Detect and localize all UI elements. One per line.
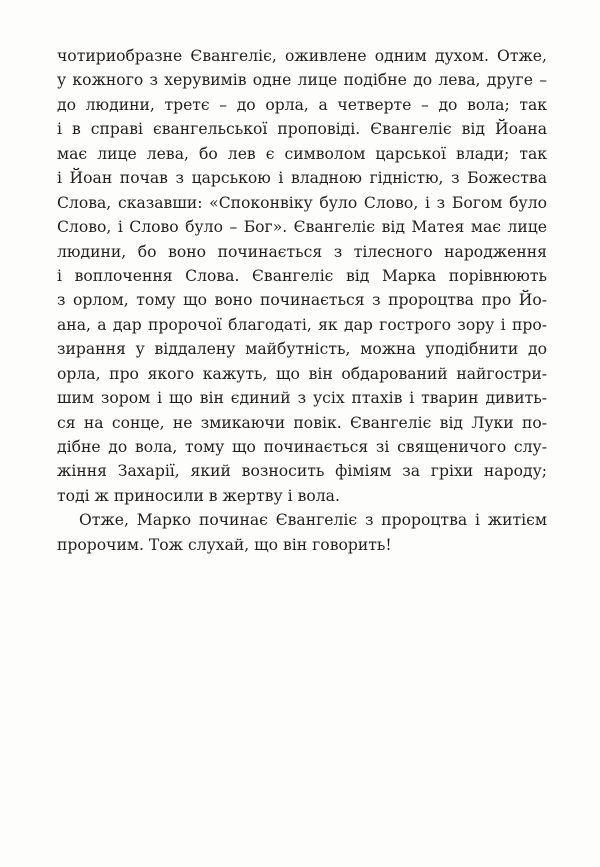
text-line: Слова, сказавши: «Споконвіку було Слово, і з Богом було (57, 193, 547, 212)
text-line: Отже, Марко починає Євангеліє з пророцтва і житієм (79, 511, 547, 530)
text-line: тоді ж приносили в жертву і вола. (57, 486, 340, 505)
text-line: з орлом, тому що воно починається з пророцтва про Йо- (57, 291, 547, 310)
text-line: зирання у віддалену майбутність, можна уподібнити до (57, 340, 547, 359)
text-line: і воплочення Слова. Євангеліє від Марка порівнюють (57, 266, 547, 285)
text-line: ана, а дар пророчої благодаті, як дар гострого зору і про- (57, 315, 547, 334)
text-line: жіння Захарії, який возносить фіміям за гріхи народу; (57, 462, 547, 481)
text-line: орла, про якого кажуть, що він обдарований найгостри- (57, 364, 547, 383)
text-line: людини, бо воно починається з тілесного народження (57, 242, 547, 261)
text-line: у кожного з херувимів одне лице подібне до лева, друге – (57, 71, 547, 90)
text-line: ся на сонце, не змикаючи повік. Євангеліє від Луки по- (57, 413, 547, 432)
paragraph (57, 44, 547, 508)
text-line: чотириобразне Євангеліє, оживлене одним духом. Отже, (57, 47, 547, 65)
text-line: дібне до вола, тому що починається зі священичого слу- (57, 438, 547, 456)
text-line: Слово, і Слово було – Бог». Євангеліє від Матея має лице (57, 218, 547, 237)
text-line: шим зором і що він єдиний з усіх птахів і тварин дивить- (57, 389, 547, 408)
paragraph (57, 508, 547, 557)
text-line: і Йоан почав з царською і владною гідністю, з Божества (57, 169, 547, 188)
text-line: і в справі євангельської проповіді. Євангеліє від Йоана (57, 120, 547, 139)
document-page (57, 44, 547, 557)
text-line: має лице лева, бо лев є символом царської влади; так (57, 144, 547, 163)
text-line: пророчим. Тож слухай, що він говорить! (57, 535, 392, 554)
text-line: до людини, третє – до орла, а четверте – до вола; так (57, 95, 547, 114)
